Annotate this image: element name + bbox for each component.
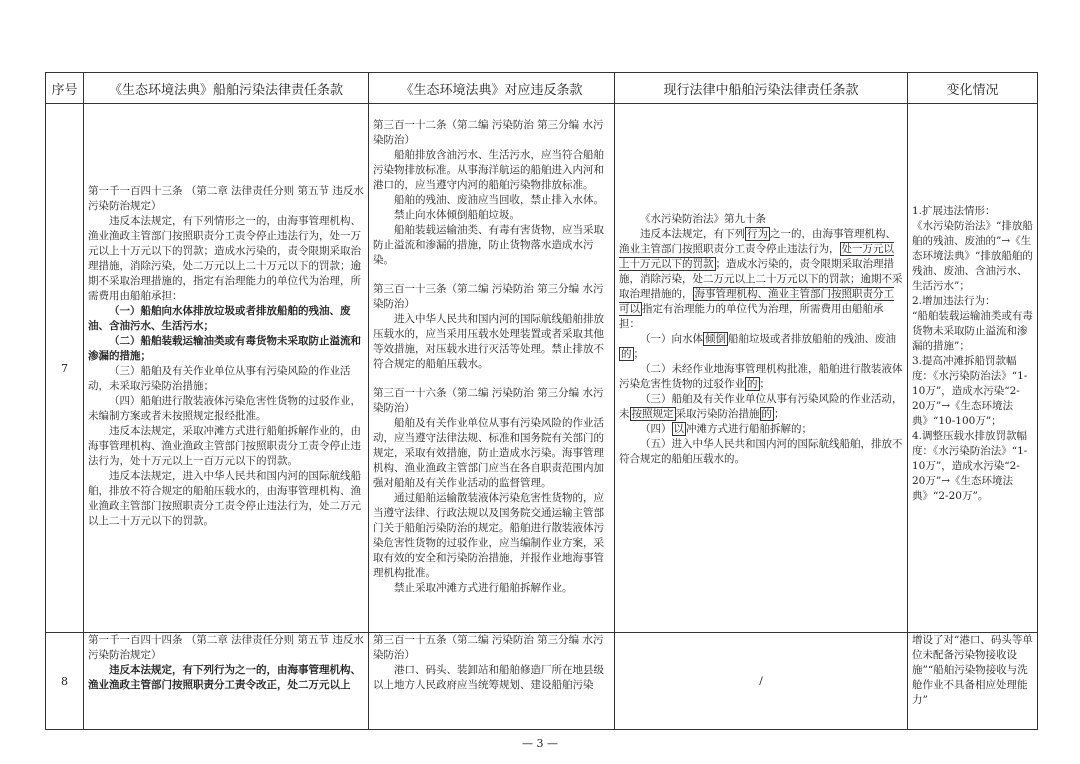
marked-text: 的 [761,408,772,420]
article-title: 第三百一十二条（第二编 污染防治 第三分编 水污染防治） [373,119,604,146]
header-changes: 变化情况 [908,73,1038,104]
code-violation-cell [369,104,615,633]
paragraph: 船舶装载运输油类、有毒有害货物，应当采取防止溢流和渗漏的措施，防止货物落水造成水污染。 [373,224,604,266]
article-title: 第三百一十三条（第二编 污染防治 第三分编 水污染防治） [373,283,604,310]
paragraph: 进入中华人民共和国内河的国际航线船舶排放压载水的，应当采用压载水处理装置或者采取其他等效措施，对压载水进行灭活等处理。禁止排放不符合规定的船舶压载水。 [373,313,604,370]
marked-text: 以 [673,423,684,435]
change-line: 2.增加违法行为： [912,295,996,307]
header-code-liability: 《生态环境法典》船舶污染法律责任条款 [84,73,369,104]
change-line: “船舶装载运输油类或有毒货物未采取防止溢流和渗漏的措施”； [912,310,1033,352]
article-title: 第一千一百四十三条 （第二章 法律责任分则 第五节 违反水污染防治规定） [88,185,364,212]
row-number: 8 [46,633,84,730]
comparison-table [45,72,1038,730]
article-title: 第三百一十六条（第二编 污染防治 第三分编 水污染防治） [373,387,604,414]
paragraph: 船舶排放含油污水、生活污水，应当符合船舶污染物排放标准。从事海洋航运的船舶进入内河和港口的，应当遵守内河的船舶污染物排放标准。 [373,149,604,191]
article-title: 《水污染防治法》第九十条 [640,213,766,225]
current-law-cell: / [615,633,908,730]
paragraph: 通过船舶运输散装液体污染危害性货物的，应当遵守法律、行政法规以及国务院交通运输主管部门关于船舶污染防治的规定。船舶进行散装液体污染危害性货物的过驳作业，应当编制作业方案，采取有效的安全和污染防治措施，并报作业地海事管理机构批准。 [373,492,604,579]
marked-text: 行为 [747,228,768,240]
paragraph: 禁止向水体倾倒船舶垃圾。 [394,209,520,221]
article-title: 第三百一十五条（第二编 污染防治 第三分编 水污染防治） [373,634,604,661]
marked-text: 处一万元以上十万元以下的罚款 [619,243,894,270]
article-title: 第一千一百四十四条 （第二章 法律责任分则 第五节 违反水污染防治规定） [88,634,364,661]
paragraph: 船舶及有关作业单位从事有污染风险的作业活动，应当遵守法律法规、标准和国务院有关部门的规定，采取有效措施，防止造成水污染。海事管理机构、渔业渔政主管部门应当在各自职责范围内加强对船舶及有关作业活动的监督管理。 [373,417,604,489]
code-violation-cell [369,633,615,730]
list-item: （三）船舶及有关作业单位从事有污染风险的作业活动，未采取污染防治措施； [88,365,351,392]
table-row [46,104,1038,633]
change-line: 增设了对“港口、码头等单位未配备污染物接收设施”“船舶污染物接收与洗舱作业不具备相应处理能力” [912,634,1033,706]
marked-text: 的 [621,348,632,360]
paragraph: 禁止采取冲滩方式进行船舶拆解作业。 [394,582,573,594]
list-item: （三）船舶及有关作业单位从事有污染风险的作业活动，未 按照规定 采取污染防治措施 的 ； [619,393,903,420]
paragraph: 违反本法规定，有下列行为之一的，由海事管理机构、渔业渔政主管部门按照职责分工责令改正，处二万元以上 [88,664,361,691]
change-line: 4.调整压载水排放罚款幅度：《水污染防治法》“1-10万”，造成水污染“2-20万”→《生态环境法典》“2-20万”。 [912,430,1028,502]
code-liability-cell [84,104,369,633]
paragraph: 船舶的残油、废油应当回收，禁止排入水体。 [394,194,604,206]
changes-cell [908,633,1038,730]
paragraph: 港口、码头、装卸站和船舶修造厂所在地县级以上地方人民政府应当统筹规划、建设船舶污染 [373,664,604,691]
change-line: 3.提高冲滩拆船罚款幅度：《水污染防治法》“1-10万”，造成水污染“2-20万”→《生态环境法典》“10-100万”； [912,355,1028,427]
code-liability-cell [84,633,369,730]
list-item: （二）未经作业地海事管理机构批准，船舶进行散装液体污染危害性货物的过驳作业 的 ； [619,363,903,390]
paragraph: 违反本法规定，进入中华人民共和国内河的国际航线船舶，排放不符合规定的船舶压载水的，由海事管理机构、渔业渔政主管部门按照职责分工责令停止违法行为，处二万元以上二十万元以下的罚款。 [88,470,361,527]
row-number: 7 [46,104,84,633]
current-law-cell [615,104,908,633]
list-item: （一）船舶向水体排放垃圾或者排放船舶的残油、废油、含油污水、生活污水； [88,305,351,332]
header-code-violation: 《生态环境法典》对应违反条款 [369,73,615,104]
change-line: 1.扩展违法情形： [912,205,996,217]
list-item: （五）进入中华人民共和国内河的国际航线船舶，排放不符合规定的船舶压载水的。 [619,438,903,465]
paragraph: 违反本法规定，有下列情形之一的，由海事管理机构、渔业渔政主管部门按照职责分工责令停止违法行为，处一万元以上十万元以下的罚款；造成水污染的，责令限期采取治理措施，消除污染，处二万元以上二十万元以下的罚款；逾期不采取治理措施的，指定有治理能力的单位代为治理，所需费用由船舶承担： [88,215,361,302]
paragraph: 违反本法规定，采取冲滩方式进行船舶拆解作业的，由海事管理机构、渔业渔政主管部门按照职责分工责令停止违法行为，处十万元以上一百万元以下的罚款。 [88,425,361,467]
table-row [46,633,1038,730]
paragraph: 违反本法规定，有下列 行为 之一的，由海事管理机构、渔业主管部门按照职责分工责令停止违法行为， 处一万元以上十万元以下的罚款 ；造成水污染的，责令限期采取治理措施，消除污染，处二万元以上二十万元以下的罚款；逾期不采取治理措施的， 海事管理机构、渔业主管部门按照职责分工可以 指定有治理能力的单位代为治理，所需费用由船舶承担： [619,228,903,330]
changes-cell [908,104,1038,633]
header-row [46,73,1038,104]
page-number: — 3 — [522,737,558,750]
marked-text: 按照规定 [631,408,674,420]
header-current-law: 现行法律中船舶污染法律责任条款 [615,73,908,104]
change-line: 《水污染防治法》“排放船舶的残油、废油的”→《生态环境法典》“排放船舶的残油、废油、含油污水、生活污水”； [912,220,1033,292]
marked-text: 倾倒 [705,333,726,345]
list-item: （四）船舶进行散装液体污染危害性货物的过驳作业，未编制方案或者未按照规定报经批准。 [88,395,361,422]
list-item: （四） 以 冲滩方式进行船舶拆解的； [640,423,812,435]
list-item: （二）船舶装载运输油类或有毒货物未采取防止溢流和渗漏的措施； [88,335,361,362]
list-item: （一）向水体 倾倒 船舶垃圾或者排放船舶的残油、废油的 ； [621,333,896,360]
marked-text: 的 [747,378,758,390]
marked-text: 海事管理机构、渔业主管部门按照职责分工可以 [619,288,894,315]
comparison-table-sheet [45,72,1038,730]
header-seq: 序号 [46,73,84,104]
